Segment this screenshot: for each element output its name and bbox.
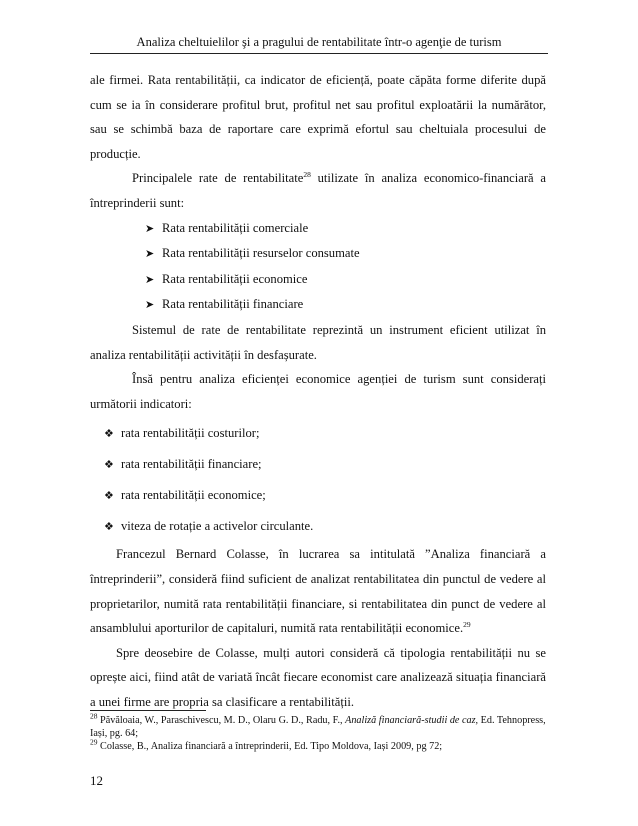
footnotes	[90, 711, 546, 753]
list-item: ➤ Rata rentabilității economice	[90, 267, 546, 293]
page-number: 12	[90, 773, 103, 788]
list-item: ➤ Rata rentabilității comerciale	[90, 216, 546, 242]
footnote-28: $^{28}$ Păvăloaia, W., Paraschivescu, M. D., Olaru G. D., Radu, F., Analiză financiară-studii de caz, Ed. Tehnopress, Iași, pg. 64;	[90, 711, 546, 739]
footnote-ref-28[interactable]: 28	[303, 170, 311, 180]
page-body	[90, 68, 546, 714]
diamond-list	[90, 418, 546, 542]
diamond-bullet-icon: ❖	[104, 489, 114, 503]
list-item: ➤ Rata rentabilității resurselor consumate	[90, 241, 546, 267]
arrow-bullet-icon: ➤	[145, 247, 155, 261]
paragraph-4: Însă pentru analiza eficienței economice agenției de turism sunt considerați următorii indicatori:	[90, 372, 546, 411]
paragraph-5	[90, 542, 546, 640]
list-item: ❖ viteza de rotație a activelor circulante.	[90, 511, 546, 542]
arrow-list	[90, 216, 546, 318]
paragraph-2-rest: utilizate în analiza economico-financiară a întreprinderii sunt:	[90, 171, 546, 210]
paragraph-5-text: Francezul Bernard Colasse, în lucrarea sa intitulată ”Analiza financiară a întreprinderii”, consideră fiind suficient de analizat rentabilitatea din punctul de vedere al proprietarilor, numită rata rentabilității financiare, si rentabilitatea din punct de vedere al ansamblului aporturilor de capitaluri, numită rata rentabilității economice.	[90, 547, 546, 636]
paragraph-2	[90, 166, 546, 215]
paragraph-2-text: Principalele rate de rentabilitate	[132, 171, 304, 186]
arrow-bullet-icon: ➤	[145, 221, 155, 235]
running-header: Analiza cheltuielilor şi a pragului de rentabilitate într-o agenţie de turism	[90, 35, 548, 54]
footnote-ref-29[interactable]: 29	[463, 619, 471, 629]
list-item: ❖ rata rentabilității financiare;	[90, 449, 546, 480]
footnote-29: $^{29}$ Colasse, B., Analiza financiară a întreprinderii, Ed. Tipo Moldova, Iași 2009, pg 72;	[90, 737, 443, 752]
paragraph-1: ale firmei. Rata rentabilității, ca indicator de eficiență, poate căpăta forme diferite după cum se ia în considerare profitul brut, profitul net sau profitul exploatării la numărător, sau se schimbă baza de raportare care exprimă efortul sau cheltuiala procesului de producție.	[90, 73, 546, 161]
footnote-divider	[90, 710, 206, 711]
arrow-bullet-icon: ➤	[145, 272, 155, 286]
paragraph-6: Spre deosebire de Colasse, mulți autori consideră că tipologia rentabilității nu se oprește aici, fiind atât de variată încât fiecare economist care analizează situația financiară a unei firme are propria sa clasificare a rentabilității.	[90, 645, 546, 709]
list-item: ➤ Rata rentabilității financiare	[90, 292, 546, 318]
diamond-bullet-icon: ❖	[104, 427, 114, 441]
diamond-bullet-icon: ❖	[104, 520, 114, 534]
paragraph-3: Sistemul de rate de rentabilitate reprezintă un instrument eficient utilizat în analiza rentabilității activității în desfașurate.	[90, 322, 546, 362]
diamond-bullet-icon: ❖	[104, 458, 114, 472]
list-item: ❖ rata rentabilității economice;	[90, 480, 546, 511]
list-item: ❖ rata rentabilității costurilor;	[90, 418, 546, 449]
arrow-bullet-icon: ➤	[145, 298, 155, 312]
